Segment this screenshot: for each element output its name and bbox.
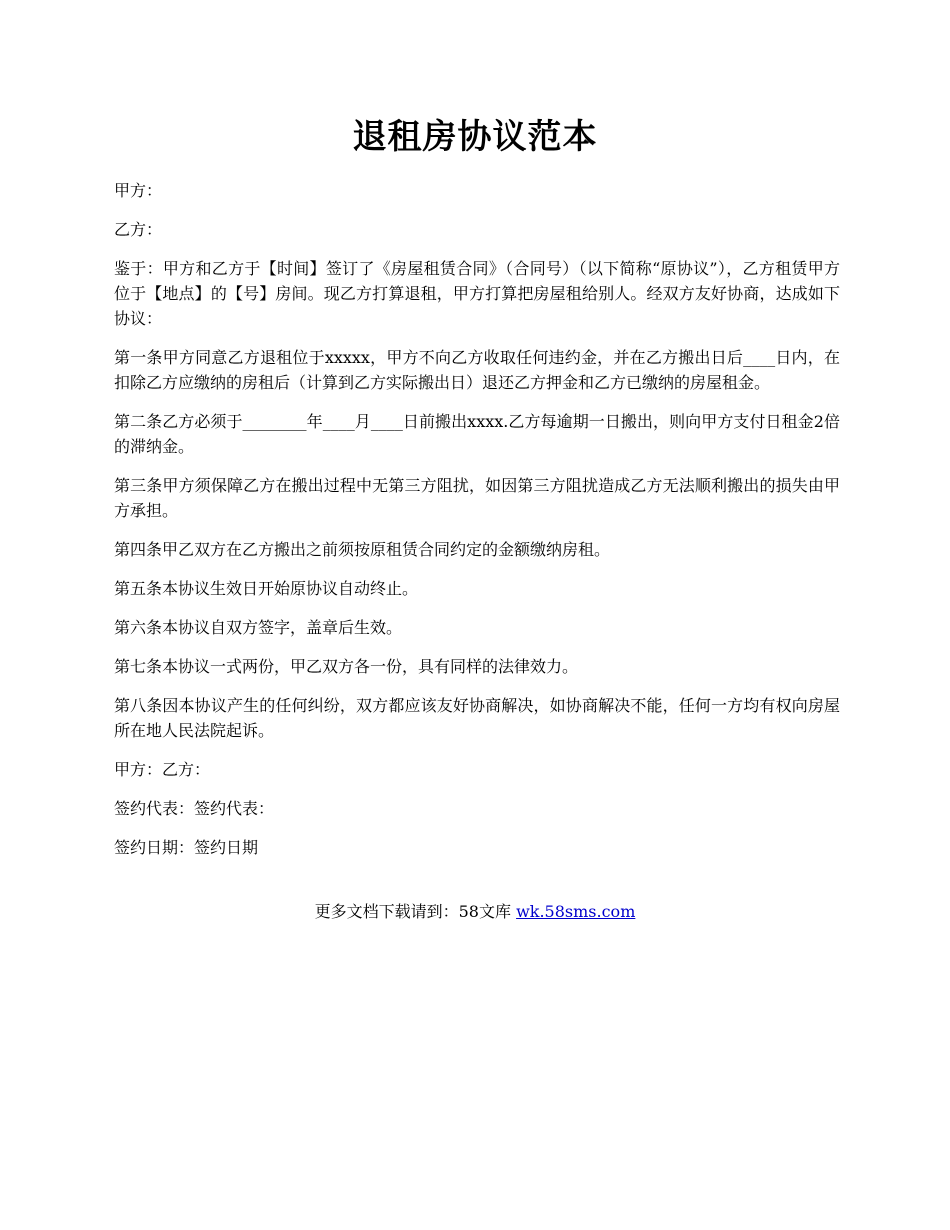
signature-parties-line: 甲方：乙方： (114, 760, 211, 779)
article-5: 第五条本协议生效日开始原协议自动终止。 (114, 579, 419, 598)
signature-date-line: 签约日期：签约日期 (114, 838, 259, 857)
preamble-paragraph: 鉴于：甲方和乙方于【时间】签订了《房屋租赁合同》（合同号）（以下简称“原协议”），乙方租赁甲方位于【地点】的【号】房间。现乙方打算退租，甲方打算把房屋租给别人。经双方友好协商，达成如下协议： (114, 259, 840, 328)
signature-representative-line: 签约代表：签约代表： (114, 799, 275, 818)
document-body (114, 178, 840, 874)
document-title: 退租房协议范本 (352, 117, 598, 157)
download-footer (0, 899, 950, 924)
footer-text: 更多文档下载请到：58文库 (314, 902, 517, 921)
party-b-line: 乙方： (114, 220, 163, 239)
article-2: 第二条乙方必须于________年____月____日前搬出xxxx.乙方每逾期一日搬出，则向甲方支付日租金2倍的滞纳金。 (114, 412, 840, 456)
article-8: 第八条因本协议产生的任何纠纷，双方都应该友好协商解决，如协商解决不能，任何一方均有权向房屋所在地人民法院起诉。 (114, 696, 840, 740)
article-7: 第七条本协议一式两份，甲乙双方各一份，具有同样的法律效力。 (114, 657, 579, 676)
article-6: 第六条本协议自双方签字，盖章后生效。 (114, 618, 403, 637)
party-a-line: 甲方： (114, 181, 163, 200)
footer-link[interactable]: wk.58sms.com (516, 902, 636, 921)
article-4: 第四条甲乙双方在乙方搬出之前须按原租赁合同约定的金额缴纳房租。 (114, 540, 611, 559)
article-1: 第一条甲方同意乙方退租位于xxxxx，甲方不向乙方收取任何违约金，并在乙方搬出日后____日内，在扣除乙方应缴纳的房租后（计算到乙方实际搬出日）退还乙方押金和乙方已缴纳的房屋租金。 (114, 348, 840, 392)
article-3: 第三条甲方须保障乙方在搬出过程中无第三方阻扰，如因第三方阻扰造成乙方无法顺利搬出的损失由甲方承担。 (114, 476, 840, 520)
